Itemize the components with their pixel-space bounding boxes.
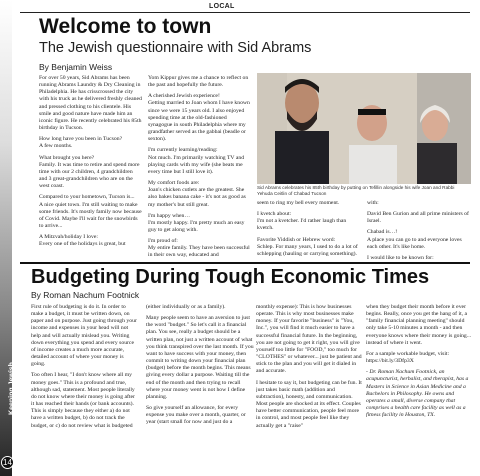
question: What brought you here? <box>39 154 95 161</box>
question: How long have you been in Tucson? <box>39 136 123 143</box>
article-divider <box>20 262 470 264</box>
paragraph: monthly expense): This is how businesses operate. This is why most businesses make money. If your favorite "business" is "You, Inc.", you will find it much easier to have a successful financial future. In the beginning, you are not going to get it right, you will give yourself too little for "FOOD," too much for "CLOTHES" or whatever... just be patient and stick to the plan and you will get it dialed in and accurate. <box>256 304 362 375</box>
paragraph: Many people seem to have an aversion to just the word "budget." So let's call it a financial plan. You see, really a budget should be a written plan, not just a written account of what you think transpired over the last month. If you want to have success with your money, then commit to writing down your financial plan (budget) before the month begins. This means giving every dollar a purpose. Waiting till the end of the month and then trying to recall where your money went is not how I define planning. <box>146 315 254 400</box>
article1-title: Welcome to town <box>39 15 212 38</box>
answer: A nice quiet town. I'm still waiting to make some friends. It's mostly family now because of Covid. Maybe I'll wait for the snowbirds to arrive... <box>39 201 142 229</box>
article1-column-2 <box>148 75 251 260</box>
question: I'm currently learning/reading: <box>148 147 218 154</box>
answer: seem to ring my bell every moment. <box>257 200 340 206</box>
article2-byline: By Roman Nachum Footnick <box>31 290 140 300</box>
question: I kvetch about: <box>257 211 292 218</box>
answer: Not much. I'm primarily watching TV and playing cards with my wife (she beats me every time but I still love it). <box>148 154 245 175</box>
question: My comfort foods are: <box>148 180 200 187</box>
paragraph: First rule of budgeting is do it. In order to make a budget, it must be written down, on paper and on purpose. Just going through your income and expenses in your head will not help and will actually mislead you. Writing down everything you spend and every source of income creates a much more accurate, detailed account of where your money is going. <box>31 304 137 368</box>
answer: with: <box>367 200 379 206</box>
question: Favorite Yiddish or Hebrew word: <box>257 236 336 243</box>
answer: My entire family. They have been successful in their own way, educated and <box>148 245 250 259</box>
answer: I'm not a kvetcher. I'd rather laugh than kvetch. <box>257 218 347 232</box>
paragraph: Too often I hear, "I don't know where all my money goes." This is a profound and true, although sad, statement. Most people literally do not know where their money is going after it has reached their hands (or bank accounts). This is simply because they either a) do not have a written budget, b) do not track the budget, or c) do not review what is budgeted <box>31 372 135 429</box>
answer: Yom Kippur gives me a chance to reflect on the past and hopefully the future. <box>148 75 249 89</box>
article1-byline: By Benjamin Weiss <box>39 62 113 72</box>
article1-subtitle: The Jewish questionnaire with Sid Abrams <box>39 40 312 56</box>
paragraph: (either individually or as a family). <box>146 304 226 310</box>
author-bio: - Dr. Roman Nachum Footnick, an acupuncturist, herbalist, and therapist, has a Masters in Science in Asian Medicine and a Bachelors in Philosophy. He owns and operates a small, diverse company that comprises a health care facility as well as a fitness facility in Houston, TX. <box>366 369 469 419</box>
answer: Every one of the holidays is great, but <box>39 241 126 248</box>
question: A cherished Jewish experience! <box>148 93 220 100</box>
section-divider <box>20 12 470 13</box>
answer: Getting married to Joan whom I have known since we were 15 years old. I also enjoyed spending time at the old-fashioned synagogue in south Philadelphia where my grandfather served as the gabbai (beadle or sexton). <box>148 100 250 143</box>
article2-column-2 <box>146 304 254 470</box>
article1-column-4 <box>367 200 471 260</box>
paragraph: For over 50 years, Sid Abrams has been running Abrams Laundry & Dry Cleaning in Philadelphia. He has crisscrossed the city with his truck as he delivered freshly cleaned and pressed clothing to his clientele. His smile and good nature have made him an iconic figure. He recently celebrated his 85th birthday in Tucson. <box>39 75 142 132</box>
answer: A place you can go to and everyone loves each other. It's like home. <box>367 236 462 250</box>
question: Compared to your hometown, Tucson is... <box>39 194 135 201</box>
answer: Family. It was time to retire and spend more time with our 2 children, 4 grandchildren and 3 great-grandchildren who are on the west coast. <box>39 161 140 190</box>
answer: Joan's chicken cutlets are the greatest. She also bakes banana cake - it's not as good as my mother's but still great. <box>148 187 246 208</box>
article1-column-1 <box>39 75 142 260</box>
question: A Mitzvah/holiday I love: <box>39 234 98 241</box>
question: I'm happy when… <box>148 212 191 219</box>
paragraph: So give yourself an allowance, for every expense you make over a month, quarter, or year (start small for now and just do a <box>146 405 246 426</box>
paragraph: when they budget their month before it ever begins. Really, once you get the hang of it, a "family financial planning meeting" should only take 5-10 minutes a month - and then everyone knows where their money is going... instead of where it went. <box>366 304 472 346</box>
article2-column-4 <box>366 304 472 470</box>
answer: David Ben Gurion and all prime ministers of Israel. <box>367 211 469 225</box>
article2-column-3 <box>256 304 364 470</box>
answer: I'm mostly happy. I'm pretty much an easy guy to get along with. <box>148 219 245 233</box>
question: I would like to be known for: <box>367 254 434 260</box>
paragraph: I hesitate to say it, but budgeting can be fun. It just takes basic math (addition and subtraction), honesty, and communication. Most people are shocked at its effect. Couples have better communication, people feel more in control, and most people feel like they actually get a "raise" <box>256 379 362 429</box>
answer: Schlep. For many years, I used to do a lot of schlepping (hauling or carrying something). <box>257 243 358 257</box>
sample-budget-link[interactable]: For a sample workable budget, visit: https://bit.ly/3Dfp3X <box>366 350 450 365</box>
article1-column-3 <box>257 200 360 260</box>
page-number: 14 <box>1 456 14 469</box>
section-tag: LOCAL <box>209 3 235 10</box>
article1-photo <box>257 73 471 184</box>
question: Chabad is…! <box>367 229 398 236</box>
answer: A few months. <box>39 143 73 150</box>
section-side-label: Keeping Jewish <box>8 362 16 415</box>
article2-column-1 <box>31 304 139 470</box>
question: I'm proud of: <box>148 238 178 245</box>
article2-title: Budgeting During Tough Economic Times <box>31 266 430 288</box>
article1-photo-caption: Sid Abrams celebrates his 85th birthday by putting on Tefillin alongside his wife Joan and Rabbi Yehuda Ceitlin of Chabad Tucson <box>257 185 455 196</box>
photo-illustration <box>257 73 471 184</box>
